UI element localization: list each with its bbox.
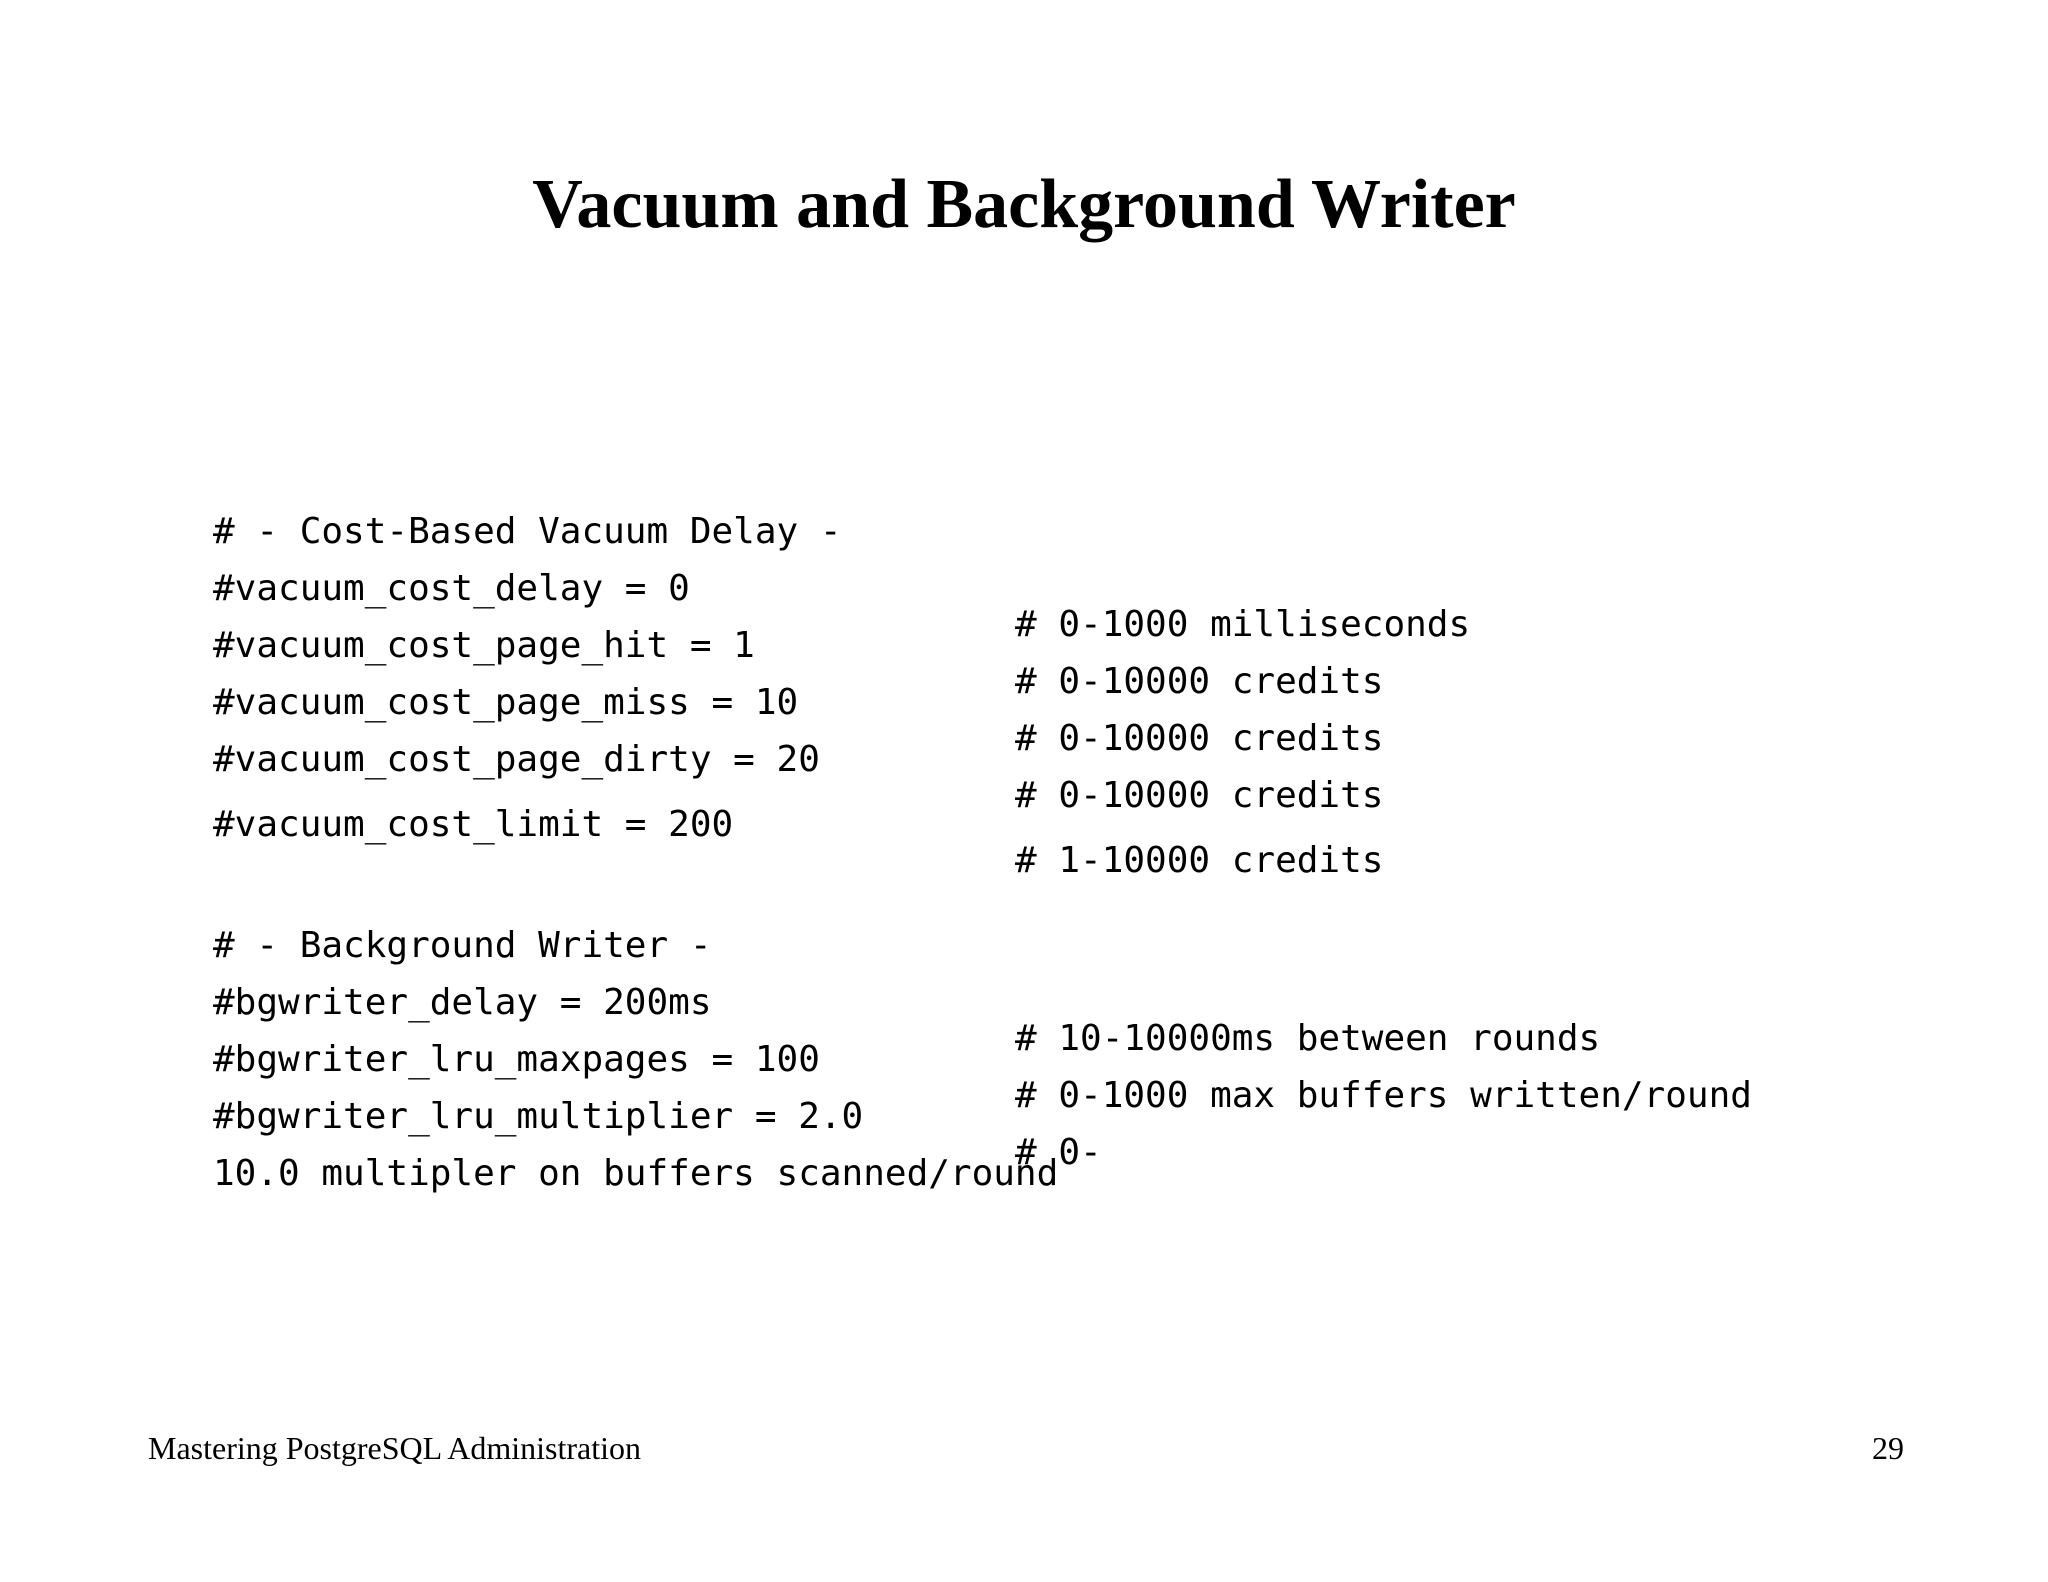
- section-comment-vacuum: # - Cost-Based Vacuum Delay -: [213, 511, 842, 552]
- code-line: [213, 649, 1384, 759]
- line-comment: # 0-1000 max buffers written/round: [1015, 1075, 1752, 1116]
- code-line: [213, 1120, 1059, 1194]
- line-comment: # 0-10000 credits: [1015, 718, 1384, 759]
- setting-vacuum-cost-page-miss: #vacuum_cost_page_miss = 10: [213, 682, 799, 723]
- code-line: [213, 1063, 1102, 1173]
- setting-vacuum-cost-page-hit: #vacuum_cost_page_hit = 1: [213, 625, 755, 666]
- slide-title: Vacuum and Background Writer: [532, 166, 1516, 243]
- code-line: [213, 949, 1601, 1059]
- code-line: [213, 892, 712, 966]
- line-comment: # 1-10000 credits: [1015, 840, 1384, 881]
- code-line: [213, 478, 842, 552]
- setting-bgwriter-delay: #bgwriter_delay = 200ms: [213, 982, 712, 1023]
- line-comment: # 0-10000 credits: [1015, 775, 1384, 816]
- setting-vacuum-cost-delay: #vacuum_cost_delay = 0: [213, 568, 690, 609]
- section-comment-bgwriter: # - Background Writer -: [213, 925, 712, 966]
- wrapped-comment-continuation: 10.0 multipler on buffers scanned/round: [213, 1153, 1059, 1194]
- footer-book-title: Mastering PostgreSQL Administration: [148, 1430, 642, 1466]
- setting-vacuum-cost-page-dirty: #vacuum_cost_page_dirty = 20: [213, 739, 820, 780]
- line-comment: # 0-10000 credits: [1015, 661, 1384, 702]
- line-comment: # 0-1000 milliseconds: [1015, 604, 1471, 645]
- setting-bgwriter-lru-maxpages: #bgwriter_lru_maxpages = 100: [213, 1039, 820, 1080]
- setting-vacuum-cost-limit: #vacuum_cost_limit = 200: [213, 804, 734, 845]
- code-line: [213, 706, 1384, 816]
- line-comment: # 10-10000ms between rounds: [1015, 1018, 1601, 1059]
- code-line: [213, 535, 1471, 645]
- footer-page-number: 29: [1872, 1430, 1904, 1466]
- setting-bgwriter-lru-multiplier: #bgwriter_lru_multiplier = 2.0: [213, 1096, 864, 1137]
- line-comment: # 0-: [1015, 1132, 1102, 1173]
